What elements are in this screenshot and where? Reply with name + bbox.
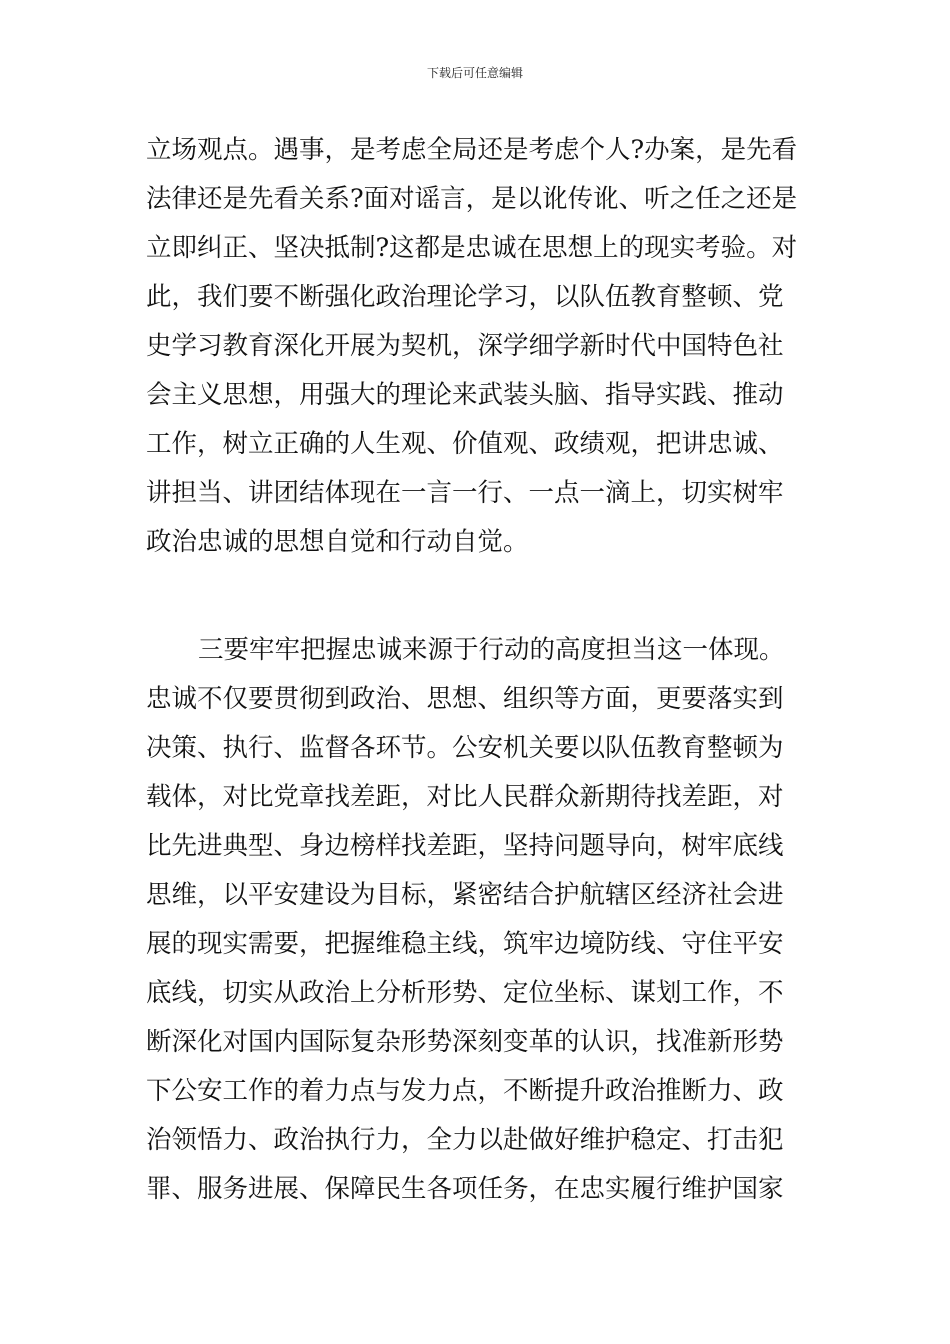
text-line: 断深化对国内国际复杂形势深刻变革的认识，找准新形势 bbox=[146, 1027, 784, 1057]
text-line: 治领悟力、政治执行力，全力以赴做好维护稳定、打击犯 bbox=[146, 1125, 784, 1155]
text-line: 载体，对比党章找差距，对比人民群众新期待找差距，对 bbox=[146, 782, 784, 812]
text-line: 立即纠正、坚决抵制?这都是忠诚在思想上的现实考验。对 bbox=[146, 233, 798, 263]
text-line: 法律还是先看关系?面对谣言，是以讹传讹、听之任之还是 bbox=[146, 184, 798, 214]
paragraph-2 bbox=[146, 626, 811, 1214]
text-line: 比先进典型、身边榜样找差距，坚持问题导向，树牢底线 bbox=[146, 831, 784, 861]
text-line: 忠诚不仅要贯彻到政治、思想、组织等方面，更要落实到 bbox=[146, 684, 784, 714]
text-line: 思维，以平安建设为目标，紧密结合护航辖区经济社会进 bbox=[146, 880, 784, 910]
text-line: 下公安工作的着力点与发力点，不断提升政治推断力、政 bbox=[146, 1076, 784, 1106]
text-line: 罪、服务进展、保障民生各项任务，在忠实履行维护国家 bbox=[146, 1174, 784, 1204]
header-note: 下载后可任意编辑 bbox=[426, 66, 523, 80]
text-line: 此，我们要不断强化政治理论学习，以队伍教育整顿、党 bbox=[146, 282, 784, 312]
text-line: 史学习教育深化开展为契机，深学细学新时代中国特色社 bbox=[146, 331, 784, 361]
text-line: 讲担当、讲团结体现在一言一行、一点一滴上，切实树牢 bbox=[146, 478, 784, 508]
text-line: 工作，树立正确的人生观、价值观、政绩观，把讲忠诚、 bbox=[146, 429, 784, 459]
text-line-indented: 三要牢牢把握忠诚来源于行动的高度担当这一体现。 bbox=[198, 635, 785, 665]
text-line: 决策、执行、监督各环节。公安机关要以队伍教育整顿为 bbox=[146, 733, 784, 763]
text-line: 政治忠诚的思想自觉和行动自觉。 bbox=[146, 527, 529, 557]
text-line: 立场观点。遇事，是考虑全局还是考虑个人?办案，是先看 bbox=[146, 135, 798, 165]
text-line: 展的现实需要，把握维稳主线，筑牢边境防线、守住平安 bbox=[146, 929, 784, 959]
text-line: 会主义思想，用强大的理论来武装头脑、指导实践、推动 bbox=[146, 380, 784, 410]
text-line: 底线，切实从政治上分析形势、定位坐标、谋划工作，不 bbox=[146, 978, 784, 1008]
paragraph-1 bbox=[146, 126, 811, 567]
